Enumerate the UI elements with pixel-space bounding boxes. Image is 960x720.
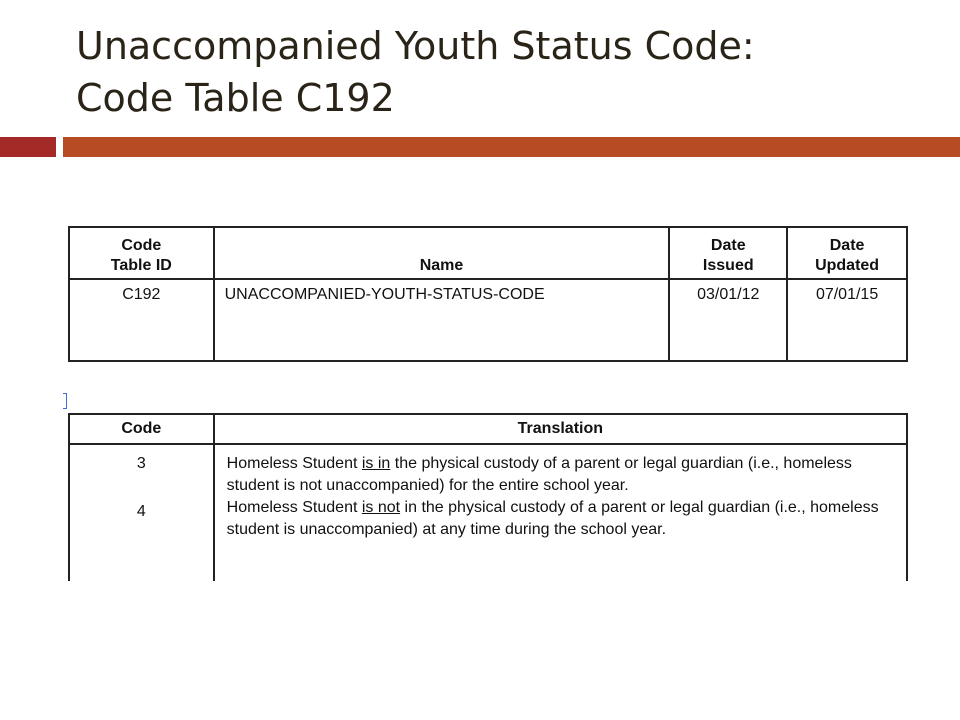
header-date-updated: Date Updated	[787, 227, 907, 279]
title-rule-left-accent	[0, 137, 56, 157]
cell-code: 4	[69, 497, 214, 581]
header-code: Code	[69, 414, 214, 444]
slide-title	[76, 20, 936, 124]
code-table-summary	[68, 226, 908, 362]
slide-title-line-2: Code Table C192	[76, 76, 395, 120]
table-header-row	[69, 227, 907, 279]
header-translation: Translation	[214, 414, 907, 444]
bracket-marker	[63, 393, 67, 409]
cell-translation: Homeless Student is in the physical custody of a parent or legal guardian (i.e., homeless student is not unaccompanied) for the entire school year.	[214, 444, 907, 497]
header-name: Name	[214, 227, 670, 279]
cell-code: 3	[69, 444, 214, 497]
code-translation-table	[68, 413, 908, 581]
cell-date-issued: 03/01/12	[669, 279, 787, 361]
emphasis-underline: is in	[361, 455, 391, 472]
header-code-table-id: Code Table ID	[69, 227, 214, 279]
cell-translation: Homeless Student is not in the physical custody of a parent or legal guardian (i.e., homeless student is unaccompanied) at any time during the school year.	[214, 497, 907, 581]
code-translation-table-container	[68, 413, 908, 587]
cell-code-table-id: C192	[69, 279, 214, 361]
slide-title-line-1: Unaccompanied Youth Status Code:	[76, 24, 755, 68]
table-row	[69, 497, 907, 581]
cell-date-updated: 07/01/15	[787, 279, 907, 361]
title-rule-bar	[63, 137, 960, 157]
table-row	[69, 279, 907, 361]
header-date-issued: Date Issued	[669, 227, 787, 279]
cell-name: UNACCOMPANIED-YOUTH-STATUS-CODE	[214, 279, 670, 361]
table-row	[69, 444, 907, 497]
table-header-row	[69, 414, 907, 444]
emphasis-underline: is not	[361, 499, 401, 516]
